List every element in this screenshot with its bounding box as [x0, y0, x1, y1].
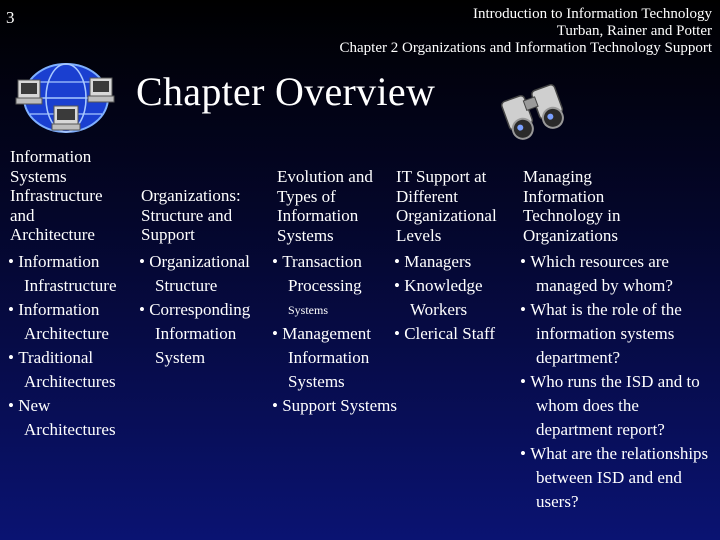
list-item: • Support Systems: [272, 394, 400, 418]
list-item: • Traditional Architectures: [8, 346, 136, 394]
slide-number: 3: [6, 8, 15, 27]
column-heading: IT Support at Different Organizational Levels: [396, 167, 497, 245]
header-course-title: Introduction to Information Technology: [472, 6, 712, 22]
column-items: [139, 250, 274, 370]
list-item: • Organizational Structure: [139, 250, 274, 298]
list-item: • Clerical Staff: [394, 322, 512, 346]
column-heading: Organizations: Structure and Support: [141, 186, 241, 244]
slide-title: Chapter Overview: [136, 69, 436, 114]
column-heading: Evolution and Types of Information Systems: [277, 167, 373, 245]
list-item: • Management Information Systems: [272, 322, 400, 394]
list-item: • Managers: [394, 250, 512, 274]
list-item-subline: Systems: [288, 303, 329, 317]
list-item: • Which resources are managed by whom?: [520, 250, 716, 298]
list-item: • What is the role of the information systems department?: [520, 298, 716, 370]
binoculars-icon: [498, 78, 568, 136]
column-items: [272, 250, 400, 418]
list-item: • Corresponding Information System: [139, 298, 274, 370]
header-chapter: Chapter 2 Organizations and Information Technology Support: [339, 40, 712, 56]
list-item: • What are the relationships between ISD and end users?: [520, 442, 716, 514]
header-authors: Turban, Rainer and Potter: [556, 23, 712, 39]
column-items: [8, 250, 136, 442]
list-item: • Information Infrastructure: [8, 250, 136, 298]
slide-header: [340, 6, 713, 57]
column-items: [394, 250, 512, 346]
column-heading: Managing Information Technology in Organizations: [523, 167, 621, 245]
list-item: • Knowledge Workers: [394, 274, 512, 322]
list-item: • New Architectures: [8, 394, 136, 442]
column-heading: Information Systems Infrastructure and Architecture: [10, 147, 103, 244]
list-item: • Transaction Processing: [272, 250, 400, 298]
list-item: • Who runs the ISD and to whom does the department report?: [520, 370, 716, 442]
list-item: • Information Architecture: [8, 298, 136, 346]
column-items: [520, 250, 716, 514]
globe-with-computers-icon: [14, 60, 118, 136]
